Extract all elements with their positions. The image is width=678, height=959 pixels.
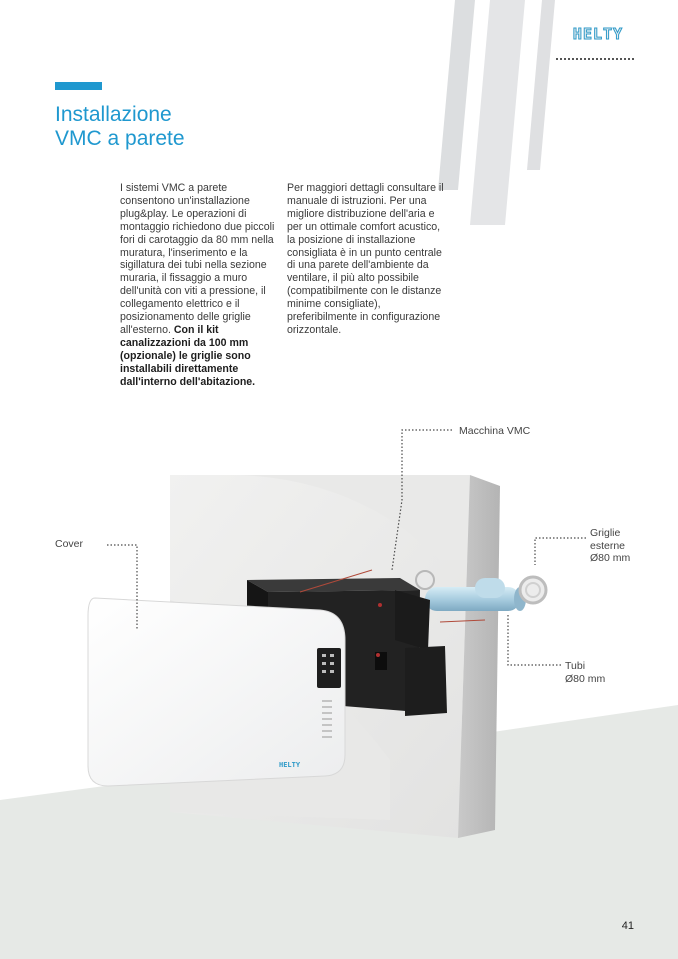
machine-label: Macchina VMC (459, 425, 531, 437)
grilles-label-line-3: Ø80 mm (590, 552, 631, 564)
grilles-label-line-1: Griglie (590, 527, 621, 539)
page-title (55, 103, 315, 151)
grilles-label-line-2: esterne (590, 539, 626, 552)
column-1-text: I sistemi VMC a parete consentono un'installazione plug&play. Le operazioni di montaggio richiedono due piccoli fori di carotaggio da 80 mm nella muratura, l'inserimento e la sigillatura dei tubi nella sezione muraria, il fissaggio a muro dell'unità con viti a pressione, il collegamento elettrico e il posizionamento delle griglie all'esterno. (120, 182, 275, 336)
column-2-text: Per maggiori dettagli consultare il manuale di istruzioni. Per una migliore distribuzione dell'aria e per un ottimale comfort acustico, la posizione di installazione consigliata è in un punto centrale di una parete dell'ambiente da ventilare, il più alto possibile (compatibilmente con le distanze minime consigliate), preferibilmente in configurazione orizzontale. (287, 182, 444, 336)
logo-divider (556, 58, 634, 60)
pipes-label-line-1: Tubi (565, 660, 586, 672)
installation-diagram (0, 420, 678, 840)
grilles-label (590, 527, 630, 565)
cover-label: Cover (55, 538, 84, 550)
title-line-2: VMC a parete (55, 127, 185, 150)
cover-logo: HELTY (279, 761, 301, 769)
title-accent-bar (55, 82, 102, 90)
title-line-1: Installazione (55, 103, 172, 126)
body-column-2 (287, 182, 447, 337)
body-column-1 (120, 182, 278, 389)
pipes-label-line-2: Ø80 mm (565, 672, 606, 685)
helty-logo: HELTY (572, 25, 624, 43)
pipes-label (565, 660, 605, 685)
cover-illustration (88, 598, 345, 786)
column-1-bold-text: Con il kit canalizzazioni da 100 mm (opzionale) le griglie sono installabili direttamente dall'interno dell'abitazione. (120, 323, 256, 388)
page-number: 41 (621, 920, 634, 932)
